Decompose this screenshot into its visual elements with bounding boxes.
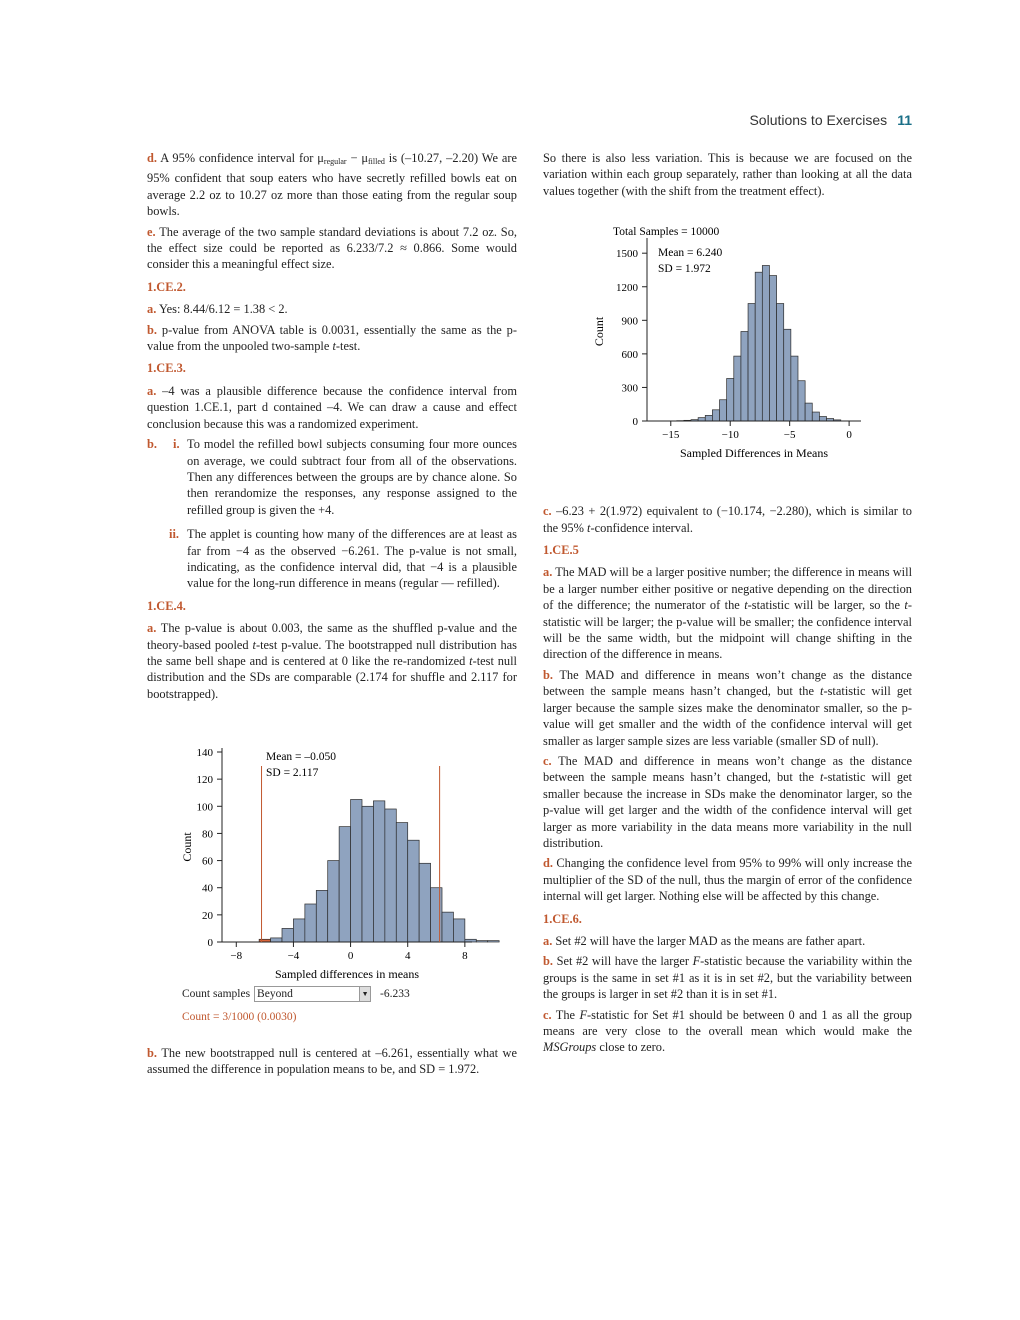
- text: The MAD and difference in means won’t change as the distance between the sample means hasn’t changed, but the: [543, 667, 912, 699]
- text: The: [555, 1007, 580, 1022]
- bootstrap-null-histogram: [147, 736, 517, 984]
- item-label: e.: [147, 224, 156, 239]
- para-e: [147, 224, 517, 273]
- text: The average of the two sample standard deviations is about 7.2 oz. So, the effect size could be reported as 6.233/7.2 ≈ 0.866. Some would consider this a meaningful effect size.: [147, 224, 517, 272]
- text: is (–10.27, –2.20) We are 95% confident that soup eaters who have secretly refilled bowls eat on average 2.2 oz to 10.27 oz more than those eating from the regular soup bowls.: [147, 151, 518, 219]
- x-tick-label: 4: [404, 950, 411, 963]
- text: -test p-value. The bootstrapped null distribution has the same bell shape and is centered at 0 like the re-randomized: [147, 637, 517, 668]
- para-c: [543, 503, 912, 536]
- histogram-bar: [769, 276, 776, 421]
- heading-1ce4: 1.CE.4.: [147, 598, 186, 613]
- text: close to zero.: [596, 1040, 666, 1055]
- heading-1ce6: 1.CE.6.: [543, 911, 582, 926]
- text: The MAD and difference in means won’t change as the distance between the sample means hasn’t changed, but the: [543, 753, 912, 785]
- item-label: c.: [543, 1007, 552, 1022]
- y-tick-label: 1200: [616, 281, 638, 294]
- y-tick-label: 1500: [616, 248, 638, 261]
- text: The MAD will be a larger positive number; the difference in means will be a larger number either positive or negative depending on the direction of the difference; the numerator of the: [543, 565, 913, 613]
- text: Changing the confidence level from 95% to 99% will only increase the multiplier of the SD of the null, thus the margin of error of the confidence internal will get larger. Nothing else will be affected by this change.: [543, 856, 912, 904]
- item-label: b.: [147, 322, 157, 337]
- heading-1ce3: 1.CE.3.: [147, 361, 186, 376]
- histogram-bar: [784, 329, 791, 421]
- histogram-bar: [316, 891, 327, 943]
- text: The applet is counting how many of the differences are at least as far from −4 as the observed −6.261. The p-value is not small, indicating, as the confidence interval did, that −4 is a plausible value for the long-run difference in means (regular — refilled).: [187, 527, 517, 591]
- histogram-bar: [805, 403, 812, 421]
- roman-label: ii.: [169, 527, 179, 542]
- histogram-bar: [282, 929, 293, 943]
- histogram-bar: [396, 823, 407, 942]
- x-axis-label: Sampled differences in means: [274, 967, 420, 982]
- para-ce5-c: [543, 753, 912, 851]
- y-tick-label: 40: [202, 882, 213, 895]
- italic-msgroups: MSGroups: [543, 1040, 597, 1055]
- applet-count-controls: [147, 986, 517, 1002]
- heading-1ce5: 1.CE.5: [543, 543, 579, 558]
- italic-t: t: [332, 339, 336, 354]
- x-tick-label: −8: [230, 950, 243, 963]
- text: Yes: 8.44/6.12 = 1.38 < 2.: [158, 302, 288, 317]
- text: -statistic will be larger, so the: [747, 598, 905, 613]
- para-ce2-b: [147, 322, 517, 355]
- y-tick-label: 600: [621, 349, 638, 362]
- para-ce5-b: [543, 667, 912, 749]
- histogram-bar: [408, 840, 419, 942]
- para-ce6-b: [543, 953, 912, 1002]
- item-label: b.: [543, 954, 553, 969]
- y-tick-label: 0: [207, 937, 213, 950]
- page-number: 11: [897, 112, 912, 128]
- chart-annotation: SD = 1.972: [658, 263, 711, 276]
- histogram-bar: [720, 400, 727, 421]
- item-label: d.: [147, 151, 157, 165]
- y-tick-label: 120: [196, 774, 213, 787]
- text: − μ: [346, 151, 368, 165]
- italic-t: t: [820, 770, 824, 785]
- x-tick-label: 0: [347, 950, 354, 963]
- subscript: regular: [323, 157, 347, 166]
- histogram-bar: [476, 941, 487, 942]
- para-d: [147, 150, 517, 220]
- text: -confidence interval.: [590, 520, 694, 535]
- chart-annotation: SD = 2.117: [266, 767, 319, 780]
- y-tick-label: 0: [632, 416, 638, 429]
- ce3-b-ii: [147, 526, 517, 592]
- running-head: [749, 112, 912, 128]
- text: -test null distribution and the SDs are comparable (2.174 for shuffle and 2.117 for bootstrapped).: [147, 653, 517, 701]
- text: Set #2 will have the larger: [556, 954, 693, 969]
- item-label: b.: [147, 1046, 157, 1060]
- x-axis-label: Sampled Differences in Means: [679, 446, 829, 461]
- histogram-bar: [798, 381, 805, 421]
- para-ce5-a: [543, 564, 912, 662]
- count-threshold-value: -6.233: [380, 988, 410, 1001]
- histogram-bar: [791, 356, 798, 421]
- text: –6.23 + 2(1.972) equivalent to (−10.174, −2.280), which is similar to the 95%: [543, 504, 912, 535]
- roman-label: i.: [173, 437, 180, 452]
- ce3-b-items: [173, 436, 517, 522]
- y-tick-label: 20: [202, 910, 213, 923]
- histogram-bar: [705, 416, 712, 422]
- histogram-bar: [293, 919, 304, 942]
- text: -statistic will get larger because the sample sizes make the denominator smaller, so the p-value will get smaller and the width of the confidence interval will get smaller as larger sample sizes are less variable (smaller SD of null).: [543, 684, 912, 748]
- histogram-bar: [819, 417, 826, 421]
- subscript: filled: [368, 157, 385, 166]
- italic-f: F: [579, 1007, 588, 1022]
- italic-t: t: [252, 637, 256, 652]
- text: p-value from ANOVA table is 0.0031, essentially the same as the p-value from the unpooled two-sample: [147, 322, 517, 354]
- chart-annotation: Mean = –0.050: [266, 751, 337, 764]
- running-head-title: Solutions to Exercises: [749, 112, 888, 128]
- histogram-bar: [712, 410, 719, 421]
- histogram-bar: [442, 912, 453, 942]
- histogram-bar: [351, 800, 362, 943]
- para-ce3-b: [147, 436, 517, 522]
- item-label: c.: [543, 504, 552, 519]
- text: -statistic because the variability within the groups is the same in set #1 as it is in set #2, but the variability between the groups is larger in set #2 than it is in set #1.: [543, 954, 913, 1002]
- shifted-null-histogram: [543, 215, 912, 475]
- left-column: [147, 150, 517, 1082]
- text: -statistic will be larger; the p-value will be smaller; the confidence interval will be the same width, but the midpoint will change shifting in the direction of the difference in means.: [543, 598, 912, 662]
- y-tick-label: 140: [196, 747, 213, 760]
- heading-1ce2: 1.CE.2.: [147, 279, 186, 294]
- italic-t: t: [469, 653, 473, 668]
- item-label: a.: [147, 302, 157, 317]
- histogram-bar: [362, 806, 373, 942]
- y-tick-label: 100: [196, 801, 213, 814]
- histogram-bar: [339, 827, 350, 942]
- text: -test.: [335, 339, 361, 354]
- y-tick-label: 80: [202, 828, 213, 841]
- para-ce3-a: [147, 383, 517, 432]
- count-direction-select[interactable]: [254, 986, 369, 1002]
- x-tick-label: −10: [721, 429, 739, 442]
- italic-t: t: [587, 520, 591, 535]
- text: -statistic will get smaller because the increase in SDs make the denominator larger, so the p-value will get larger and the width of the confidence interval will get larger as more variability in the data means more variability in the null distribution.: [543, 770, 912, 850]
- histogram-bar: [741, 332, 748, 422]
- histogram-bar: [419, 863, 430, 942]
- y-tick-label: 900: [621, 315, 638, 328]
- right-column: [543, 150, 912, 1060]
- y-tick-label: 300: [621, 382, 638, 395]
- histogram-bar: [812, 412, 819, 421]
- text: The p-value is about 0.003, the same as the shuffled p-value and the theory-based pooled: [147, 621, 517, 652]
- para-ce4-b: [147, 1045, 517, 1078]
- x-tick-label: −4: [287, 950, 300, 963]
- histogram-bar: [755, 272, 762, 421]
- italic-t: t: [904, 598, 908, 613]
- histogram-bar: [373, 801, 384, 942]
- item-label: c.: [543, 753, 552, 768]
- item-label: a.: [147, 383, 157, 398]
- para-ce4-a: [147, 620, 517, 702]
- x-tick-label: 0: [846, 429, 852, 442]
- x-tick-label: 8: [462, 950, 468, 963]
- histogram-bar: [385, 809, 396, 942]
- histogram-bar: [328, 861, 339, 942]
- item-label: a.: [147, 621, 157, 636]
- x-tick-label: −5: [783, 429, 796, 442]
- histogram-bar: [777, 304, 784, 421]
- histogram-bar: [488, 941, 499, 942]
- italic-t: t: [820, 684, 824, 699]
- text: -statistic for Set #1 should be between 0 and 1 as all the group means are very close to the overall mean which would make the: [543, 1007, 912, 1038]
- text: The new bootstrapped null is centered at –6.261, essentially what we assumed the difference in population means to be, and SD = 1.972.: [147, 1046, 517, 1077]
- text: –4 was a plausible difference because the confidence interval from question 1.CE.1, part d contained –4. We can draw a cause and effect conclusion because this was a randomized experiment.: [147, 383, 517, 431]
- y-tick-label: 60: [202, 855, 213, 868]
- para-ce5-d: [543, 855, 912, 904]
- ce3-b-i: [173, 436, 517, 518]
- count-direction-value: Beyond: [257, 988, 293, 1001]
- histogram-bar: [698, 418, 705, 421]
- para-ce6-a: [543, 933, 912, 949]
- histogram-bar: [271, 938, 282, 942]
- histogram-bar: [431, 888, 442, 942]
- italic-f: F: [692, 954, 701, 969]
- item-label: b.: [147, 437, 157, 452]
- para-ce2-a: [147, 301, 517, 317]
- chart-title: Total Samples = 10000: [613, 226, 720, 239]
- count-samples-label: Count samples: [182, 988, 251, 1001]
- text: A 95% confidence interval for μ: [160, 151, 324, 165]
- histogram-bar: [727, 379, 734, 422]
- chevron-down-icon[interactable]: ▼: [359, 986, 371, 1002]
- histogram-bar: [453, 919, 464, 942]
- histogram-bar: [305, 904, 316, 942]
- text: Set #2 will have the larger MAD as the means are father apart.: [555, 933, 866, 948]
- item-label: d.: [543, 856, 553, 871]
- para-ce6-c: [543, 1007, 912, 1056]
- histogram-bar: [748, 304, 755, 421]
- chart-annotation: Mean = 6.240: [658, 247, 723, 260]
- text: To model the refilled bowl subjects consuming four more ounces on average, we could subtract four from all of the observations. Then any differences between the groups are by chance alone. So then rerandomize the responses, any response assigned to the refilled group is given the +4.: [187, 437, 517, 517]
- y-axis-label: Count: [180, 832, 194, 862]
- item-label: a.: [543, 933, 553, 948]
- histogram-bar: [734, 356, 741, 421]
- item-label: b.: [543, 667, 553, 682]
- y-axis-label: Count: [592, 317, 606, 347]
- para-intro: So there is also less variation. This is because we are focused on the variation within each group separately, rather than looking at all the data values together (with the shift from the treatment effect).: [543, 151, 912, 198]
- count-result: Count = 3/1000 (0.0030): [182, 1010, 297, 1023]
- item-label: a.: [543, 565, 553, 580]
- italic-t: t: [744, 598, 748, 613]
- x-tick-label: −15: [662, 429, 680, 442]
- histogram-bar: [762, 266, 769, 422]
